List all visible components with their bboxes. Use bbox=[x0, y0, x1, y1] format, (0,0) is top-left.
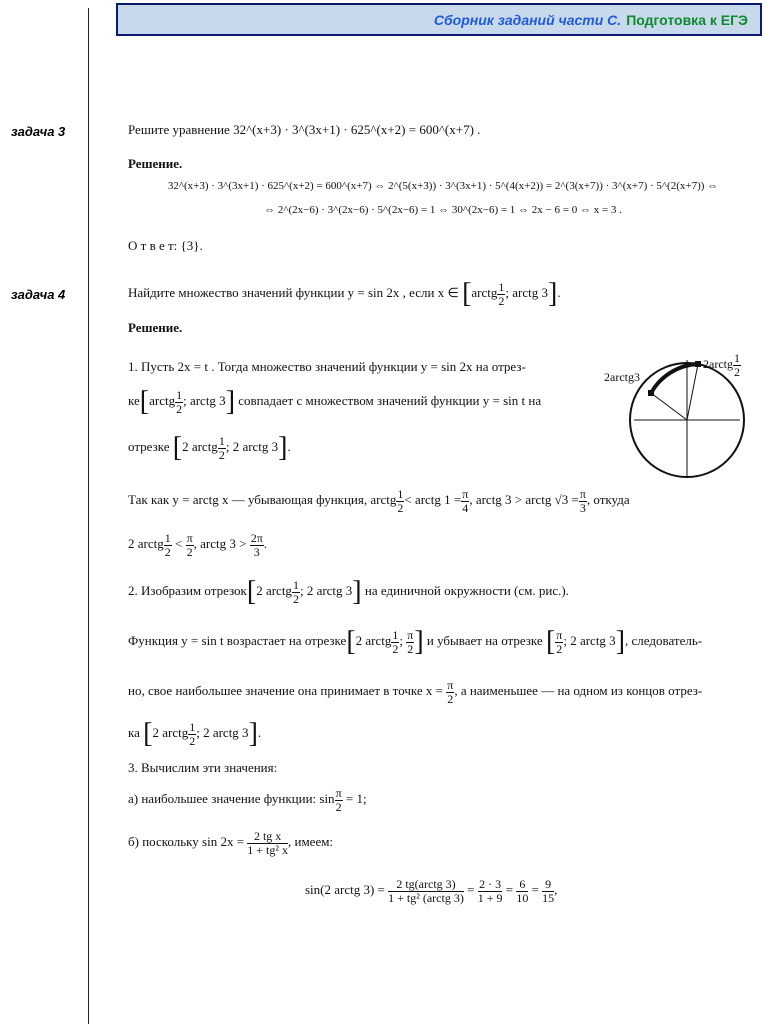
task4-monotonic-line: Функция y = sin t возрастает на отрезке[2 arctg $\frac{1}{2}$ ; $\frac{\pi}{2}$ ] и убывает на отрезке [ $\frac{\pi}{2}$ ; 2 arctg 3], следователь- bbox=[128, 626, 703, 657]
header-collection-title: Сборник заданий части С. bbox=[433, 11, 622, 28]
endpoint-arctg3 bbox=[648, 390, 654, 396]
arctg3-text: arctg 3 bbox=[512, 284, 548, 300]
bracket-left: [ bbox=[462, 278, 472, 309]
radius-arctg3 bbox=[651, 393, 687, 420]
task3-answer: О т в е т: {3}. bbox=[128, 238, 203, 253]
task4-step2-line: 2. Изобразим отрезок[2 arctg $\frac{1}{2}$ ; 2 arctg 3] на единичной окружности (см. рис.). bbox=[128, 576, 569, 607]
margin-rule bbox=[88, 8, 89, 1024]
endpoint-arctg-half bbox=[695, 361, 701, 367]
arc-segment bbox=[651, 364, 698, 393]
task4-label: задача 4 bbox=[11, 287, 66, 302]
task4-max-point-line: но, свое наибольшее значение она принимает в точке x = $\frac{\pi}{2}$ , а наименьшее — на одном из концов отрез- bbox=[128, 678, 703, 706]
task4-arctg-line: Так как y = arctg x — убывающая функция, arctg $\frac{1}{2}$ < arctg 1 = $\frac{\pi}{4}$ , arctg 3 > arctg √3 = $\frac{\pi}{3}$ , откуда bbox=[128, 487, 630, 515]
task4-solution-heading: Решение. bbox=[128, 320, 183, 335]
task4-step3-line: 3. Вычислим эти значения: bbox=[128, 760, 278, 775]
arctg-text: arctg bbox=[471, 284, 498, 300]
task4-statement: Найдите множество значений функции y = sin 2x , если x ∈ [arctg $\frac{1}{2}$ ; arctg 3]. bbox=[128, 278, 561, 309]
task3-label: задача 3 bbox=[11, 124, 66, 139]
task4-step3a-line: а) наибольшее значение функции: sin $\frac{\pi}{2}$ = 1; bbox=[128, 786, 367, 814]
task4-inequality-line: 2 arctg $\frac{1}{2}$ < $\frac{\pi}{2}$ , arctg 3 > $\frac{2\pi}{3}$ . bbox=[128, 531, 268, 559]
task4-step1-line2: ке[arctg $\frac{1}{2}$ ; arctg 3] совпадает с множеством значений функции y = sin t на bbox=[128, 386, 542, 417]
task4-final-computation: sin(2 arctg 3) = $\frac{\text{2 tg(arctg 3)}}{\text{1 + tg² (arctg 3)}}$ = $\frac{2 \cdot 3}{1 + 9}$ = $\frac{6}{10}$ = $\frac{9}{15}$ , bbox=[305, 877, 558, 905]
task3-derivation-2: ⇔ 2^(2x−6) · 3^(2x−6) · 5^(2x−6) = 1 ⇔ 30^(2x−6) = 1 ⇔ 2x − 6 = 0 ⇔ x = 3 . bbox=[264, 204, 622, 216]
task3-derivation-1: 32^(x+3) · 3^(3x+1) · 625^(x+2) = 600^(x+7) ⇔ 2^(5(x+3)) · 3^(3x+1) · 5^(4(x+2)) = 2^(3(x+7)) · 3^(x+7) · 5^(2(x+7)) ⇔ bbox=[167, 180, 719, 192]
header-banner bbox=[116, 3, 762, 36]
task3-statement: Решите уравнение 32^(x+3) · 3^(3x+1) · 625^(x+2) = 600^(x+7) . bbox=[128, 122, 481, 137]
statement-text: Найдите множество значений функции y = sin 2x , если x ∈ bbox=[128, 284, 459, 300]
task4-step1-line3: отрезке [2 arctg $\frac{1}{2}$ ; 2 arctg 3]. bbox=[128, 432, 291, 463]
task3-solution-heading: Решение. bbox=[128, 156, 183, 171]
radius-arctg-half bbox=[687, 364, 698, 420]
task4-segment-line: ка [2 arctg $\frac{1}{2}$ ; 2 arctg 3]. bbox=[128, 718, 262, 749]
figure-label-top: 2arctg $\frac{1}{2}$ bbox=[703, 351, 740, 379]
bracket-right: ] bbox=[547, 278, 558, 309]
figure-label-left: 2arctg3 bbox=[604, 370, 640, 384]
task4-step3b-line: б) поскольку sin 2x = $\frac{\text{2 tg x}}{\text{1 + tg² x}}$ , имеем: bbox=[128, 829, 334, 857]
task4-step1-line1: 1. Пусть 2x = t . Тогда множество значений функции y = sin 2x на отрез- bbox=[128, 359, 526, 374]
fraction-half: $\frac{1}{2}$ bbox=[498, 279, 505, 308]
header-exam-prep: Подготовка к ЕГЭ bbox=[626, 11, 748, 28]
